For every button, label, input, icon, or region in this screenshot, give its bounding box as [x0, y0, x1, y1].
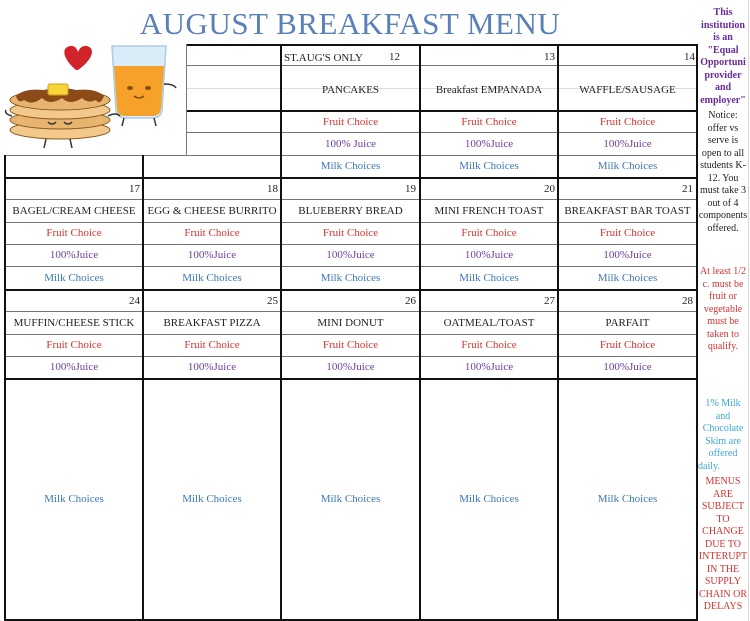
fruit-choice: Fruit Choice: [46, 339, 102, 351]
juice-choice: 100%Juice: [187, 249, 237, 261]
juice-choice: 100%Juice: [49, 361, 99, 373]
menu-item: PARFAIT: [605, 317, 650, 329]
fruit-choice: Fruit Choice: [184, 227, 240, 239]
fruit-choice: Fruit Choice: [46, 227, 102, 239]
fruit-vegetable-requirement: At least 1/2 c. must be fruit or vegetable must be taken to qualify.: [699, 266, 747, 352]
menu-item: EGG & CHEESE BURRITO: [147, 205, 277, 217]
day-number: 19: [405, 183, 416, 195]
milk-choice: Milk Choices: [182, 493, 242, 505]
juice-choice: 100% Juice: [324, 138, 376, 150]
menu-item: BAGEL/CREAM CHEESE: [12, 205, 136, 217]
page-title: AUGUST BREAKFAST MENU: [139, 6, 561, 41]
fruit-choice: Fruit Choice: [461, 339, 517, 351]
milk-choice: Milk Choices: [597, 272, 658, 284]
milk-choice: Milk Choices: [320, 493, 381, 505]
menu-item: MUFFIN/CHEESE STICK: [13, 317, 135, 329]
fruit-choice: Fruit Choice: [461, 116, 517, 128]
day-number: 14: [684, 51, 695, 63]
pancake-juice-illustration: [4, 40, 186, 152]
menu-item: BREAKFAST BAR TOAST: [564, 205, 691, 217]
equal-opportunity-notice: This institution is an "Equal Opportuni provider and employer": [700, 7, 746, 106]
offer-vs-serve-notice: Notice: offer vs serve is open to all students K- 12. You must take 3 out of 4 components offered.: [698, 110, 748, 234]
menu-change-notice: MENUS ARE SUBJECT TO CHANGE DUE TO INTERUPT IN THE SUPPLY CHAIN OR DELAYS: [698, 476, 748, 612]
milk-choice: Milk Choices: [597, 160, 658, 172]
juice-choice: 100%Juice: [603, 138, 652, 150]
day-number: 24: [129, 295, 140, 307]
milk-choice: Milk Choices: [320, 272, 381, 284]
day-number: 20: [544, 183, 555, 195]
day-number: 21: [682, 183, 693, 195]
milk-choice: Milk Choices: [182, 272, 242, 284]
fruit-choice: Fruit Choice: [599, 227, 656, 239]
day-number: 18: [267, 183, 278, 195]
day-number: 28: [682, 295, 693, 307]
milk-info: 1% Milk and Chocolate Skim are offered daily.: [698, 398, 744, 472]
juice-choice: 100%Juice: [326, 361, 375, 373]
fruit-choice: Fruit Choice: [461, 227, 517, 239]
day-number: 26: [405, 295, 416, 307]
juice-choice: 100%Juice: [464, 138, 514, 150]
menu-item: PANCAKES: [321, 84, 380, 96]
milk-choice: Milk Choices: [459, 493, 519, 505]
menu-item: MINI FRENCH TOAST: [434, 205, 544, 217]
juice-choice: 100%Juice: [603, 249, 652, 261]
juice-choice: 100%Juice: [187, 361, 237, 373]
milk-choice: Milk Choices: [320, 160, 381, 172]
fruit-choice: Fruit Choice: [322, 116, 379, 128]
juice-choice: 100%Juice: [464, 249, 514, 261]
milk-choice: Milk Choices: [44, 493, 104, 505]
milk-choice: Milk Choices: [44, 272, 104, 284]
fruit-choice: Fruit Choice: [322, 339, 379, 351]
milk-choice: Milk Choices: [597, 493, 658, 505]
week1-header: ST.AUG'S ONLY: [284, 52, 363, 64]
day-number: 25: [267, 295, 278, 307]
day-number: 12: [389, 51, 400, 63]
menu-item: OATMEAL/TOAST: [443, 317, 535, 329]
menu-item: Breakfast EMPANADA: [435, 84, 543, 96]
juice-choice: 100%Juice: [49, 249, 99, 261]
menu-item: WAFFLE/SAUSAGE: [579, 84, 676, 96]
fruit-choice: Fruit Choice: [599, 116, 656, 128]
menu-item: MINI DONUT: [317, 317, 384, 329]
fruit-choice: Fruit Choice: [184, 339, 240, 351]
juice-choice: 100%Juice: [464, 361, 514, 373]
day-number: 13: [544, 51, 555, 63]
milk-choice: Milk Choices: [459, 272, 519, 284]
menu-item: BLUEBERRY BREAD: [298, 205, 403, 217]
milk-choice: Milk Choices: [459, 160, 519, 172]
day-number: 17: [129, 183, 140, 195]
fruit-choice: Fruit Choice: [599, 339, 656, 351]
juice-choice: 100%Juice: [326, 249, 375, 261]
menu-item: BREAKFAST PIZZA: [163, 317, 261, 329]
juice-choice: 100%Juice: [603, 361, 652, 373]
day-number: 27: [544, 295, 555, 307]
fruit-choice: Fruit Choice: [322, 227, 379, 239]
